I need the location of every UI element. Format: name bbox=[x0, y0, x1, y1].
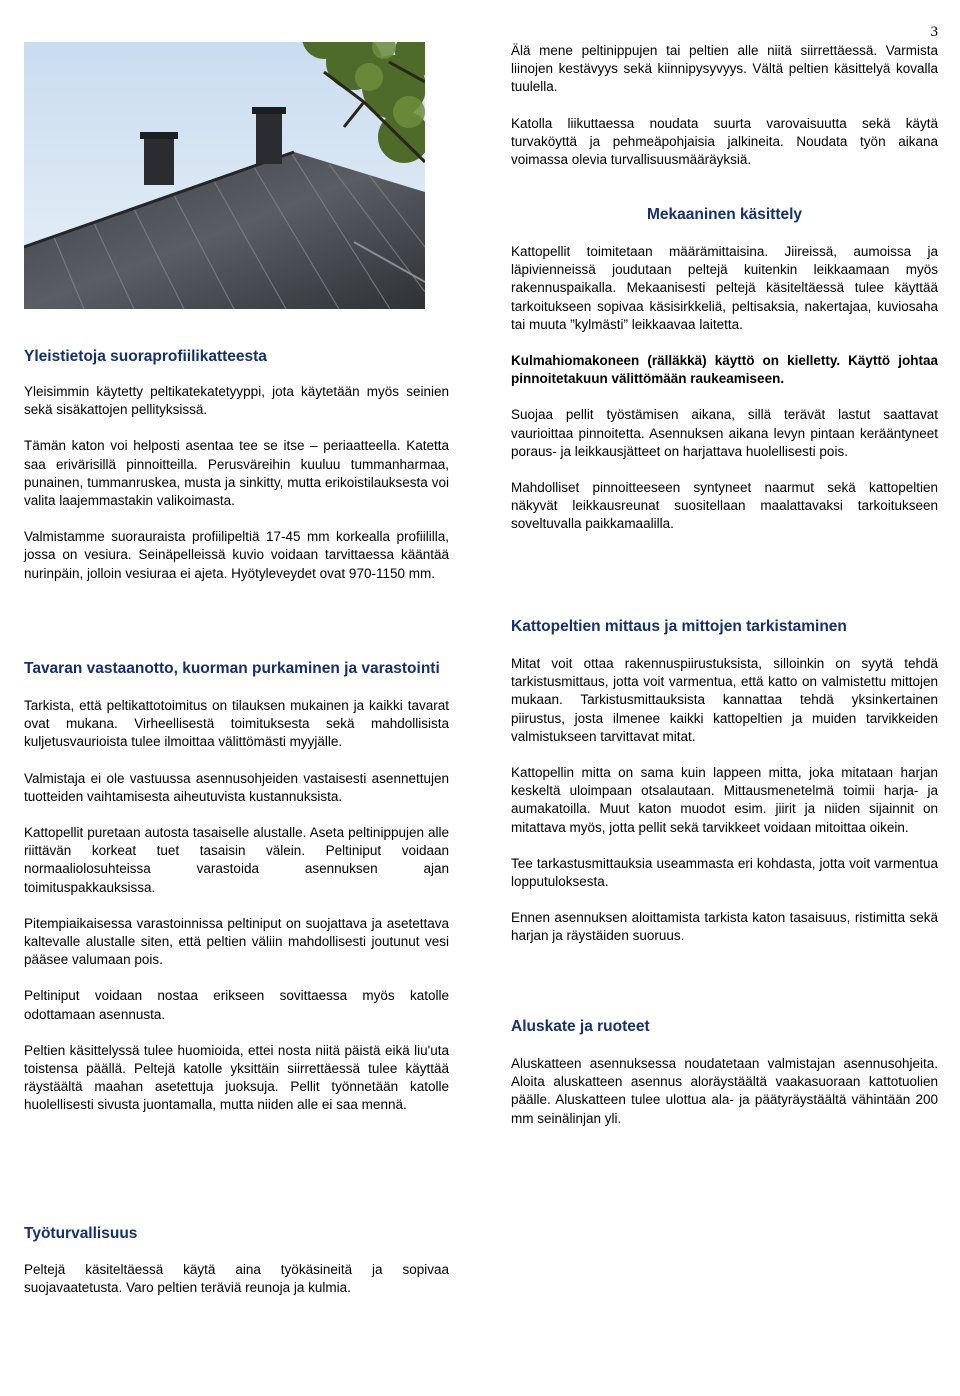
underlay-paragraph-1: Aluskatteen asennuksessa noudatetaan valmistajan asennusohjeita. Aloita aluskatteen asennus aloräystäältä vaakasuoraan kattotuolien päälle. Aluskatteen tulee ulottua ala- ja päätyräystäältä vähintään 200 mm seinälinjan yli. bbox=[511, 1056, 938, 1126]
mechanical-heading: Mekaaninen käsittely bbox=[646, 206, 803, 223]
general-heading: Yleistietoja suoraprofiilikatteesta bbox=[24, 348, 267, 365]
general-paragraph-1: Yleisimmin käytetty peltikatekatetyyppi, jota käytetään myös seinien sekä sisäkattojen pellityksissä. bbox=[24, 384, 449, 418]
reception-heading: Tavaran vastaanotto, kuorman purkaminen ja varastointi bbox=[24, 660, 440, 677]
safety-heading: Työturvallisuus bbox=[24, 1225, 138, 1242]
mechanical-paragraph-1: Kattopellit toimitetaan määrämittaisina. Jiireissä, aumoissa ja läpivienneissä joudutaan peltejä kuitenkin leikkaamaan myös rakennuspaikalla. Mekaanisesti peltejä käsiteltäessä tulee käyttää tarkoitukseen sopivaa käsisirkkeliä, peltisaksia, nakertajaa, kuviosaha tai muuta ”kylmästi” leikkaavaa laitetta. bbox=[511, 244, 938, 332]
measuring-section bbox=[511, 616, 938, 946]
reception-paragraph-6: Peltien käsittelyssä tulee huomioida, ettei nosta niitä päistä eikä liu'uta toistensa päällä. Peltejä katolle yksittäin siirrettäessä tulee käyttää räystäältä maahan asetettuja juoksuja. Pellit työnnetään katolle huolellisesti sivusta juontamalla, mutta niiden alle ei saa mennä. bbox=[24, 1042, 449, 1113]
general-section bbox=[24, 346, 449, 583]
intro-section bbox=[511, 42, 938, 169]
mechanical-warning: Kulmahiomakoneen (rälläkkä) käyttö on kielletty. Käyttö johtaa pinnoitetakuun välittömään raukeamiseen. bbox=[511, 353, 938, 387]
reception-paragraph-1: Tarkista, että peltikattotoimitus on tilauksen mukainen ja kaikki tavarat ovat mukana. Virheellisestä toimituksesta sekä mahdollisista kuljetusvaurioista tulee ilmoittaa välittömästi myyjälle. bbox=[24, 698, 449, 750]
measuring-paragraph-4: Ennen asennuksen aloittamista tarkista katon tasaisuus, ristimitta sekä harjan ja räystäiden suoruus. bbox=[511, 910, 938, 944]
intro-paragraph-1: Älä mene peltinippujen tai peltien alle niitä siirrettäessä. Varmista liinojen kestävyys sekä kiinnipysyvyys. Vältä peltien käsittelyä kovalla tuulella. bbox=[511, 43, 938, 95]
measuring-paragraph-1: Mitat voit ottaa rakennuspiirustuksista, silloinkin on syytä tehdä tarkistusmittaus, jotta voit varmentua, että katto on valmistettu mittojen mukaan. Tarkistusmittauksista kannattaa tehdä yksinkertainen piirustus, josta ilmenee kaikki kattopeltien ja muiden tarvikkeiden valmistukseen tarvittavat mitat. bbox=[511, 656, 938, 744]
intro-paragraph-2: Katolla liikuttaessa noudata suurta varovaisuutta sekä käytä turvaköyttä ja pehmeäpohjaisia jalkineita. Noudata työn aikana voimassa olevia turvallisuusmääräyksiä. bbox=[511, 115, 938, 168]
reception-paragraph-3: Kattopellit puretaan autosta tasaiselle alustalle. Aseta peltinippujen alle riittävän korkeat tuet tasaisin välein. Peltiniput voidaan normaaliolosuhteissa varastoida asennuksen ajan toimituspakkauksissa. bbox=[24, 825, 449, 895]
underlay-heading: Aluskate ja ruoteet bbox=[511, 1018, 650, 1035]
page-number: 3 bbox=[930, 24, 938, 40]
safety-paragraph-1: Peltejä käsiteltäessä käytä aina työkäsineitä ja sopivaa suojavaatetusta. Varo peltien teräviä reunoja ja kulmia. bbox=[24, 1262, 449, 1296]
underlay-section bbox=[511, 1016, 938, 1128]
mechanical-paragraph-4: Mahdolliset pinnoitteeseen syntyneet naarmut sekä kattopeltien näkyvät leikkausreunat suositellaan maalattavaksi tarkoitukseen soveltuvalla paikkamaalilla. bbox=[511, 480, 938, 532]
general-paragraph-3: Valmistamme suorauraista profiilipeltiä 17-45 mm korkealla profiililla, jossa on vesiura. Seinäpelleissä kuvio voidaan tarvittaessa kääntää nurinpäin, jolloin vesiuraa ei ajeta. Hyötyleveydet ovat 970-1150 mm. bbox=[24, 529, 449, 581]
mechanical-section bbox=[511, 204, 938, 534]
general-paragraph-2: Tämän katon voi helposti asentaa tee se itse – periaatteella. Katetta saa erivärisillä pinnoitteilla. Perusväreihin kuuluu tummanharmaa, punainen, tummanruskea, musta ja sinkitty, mutta erikoistilauksesta voi valita laajemmastakin valikoimasta. bbox=[24, 438, 449, 509]
reception-section bbox=[24, 658, 449, 1115]
measuring-paragraph-2: Kattopellin mitta on sama kuin lappeen mitta, joka mitataan harjan keskeltä uloimpaan otsalautaan. Mittausmenetelmä toimii harja- ja aumakatoilla. Muut katon muodot esim. jiirit ja niiden sijainnit on mitattava myös, jotta pellit sekä tarvikkeet voidaan mitoittaa oikein. bbox=[511, 765, 938, 835]
measuring-paragraph-3: Tee tarkastusmittauksia useammasta eri kohdasta, jotta voit varmentua lopputuloksesta. bbox=[511, 855, 938, 890]
measuring-heading: Kattopeltien mittaus ja mittojen tarkistaminen bbox=[511, 618, 847, 635]
reception-paragraph-4: Pitempiaikaisessa varastoinnissa peltiniput on suojattava ja asetettava kaltevalle alustalle siten, että peltien väliin mahdollisesti joutunut vesi pääsee valumaan pois. bbox=[24, 915, 449, 968]
reception-paragraph-5: Peltiniput voidaan nostaa erikseen sovittaessa myös katolle odottamaan asennusta. bbox=[24, 988, 449, 1022]
reception-paragraph-2: Valmistaja ei ole vastuussa asennusohjeiden vastaisesti asennettujen tuotteiden vaihtamisesta aiheutuvista kustannuksista. bbox=[24, 770, 449, 804]
roof-photo bbox=[24, 42, 425, 309]
safety-section bbox=[24, 1223, 449, 1297]
mechanical-paragraph-3: Suojaa pellit työstämisen aikana, sillä terävät lastut saattavat vaurioittaa pinnoitetta. Asennuksen aikana levyn pintaan kerääntyneet poraus- ja leikkausjätteet on harjattava huolellisesti pois. bbox=[511, 407, 938, 459]
